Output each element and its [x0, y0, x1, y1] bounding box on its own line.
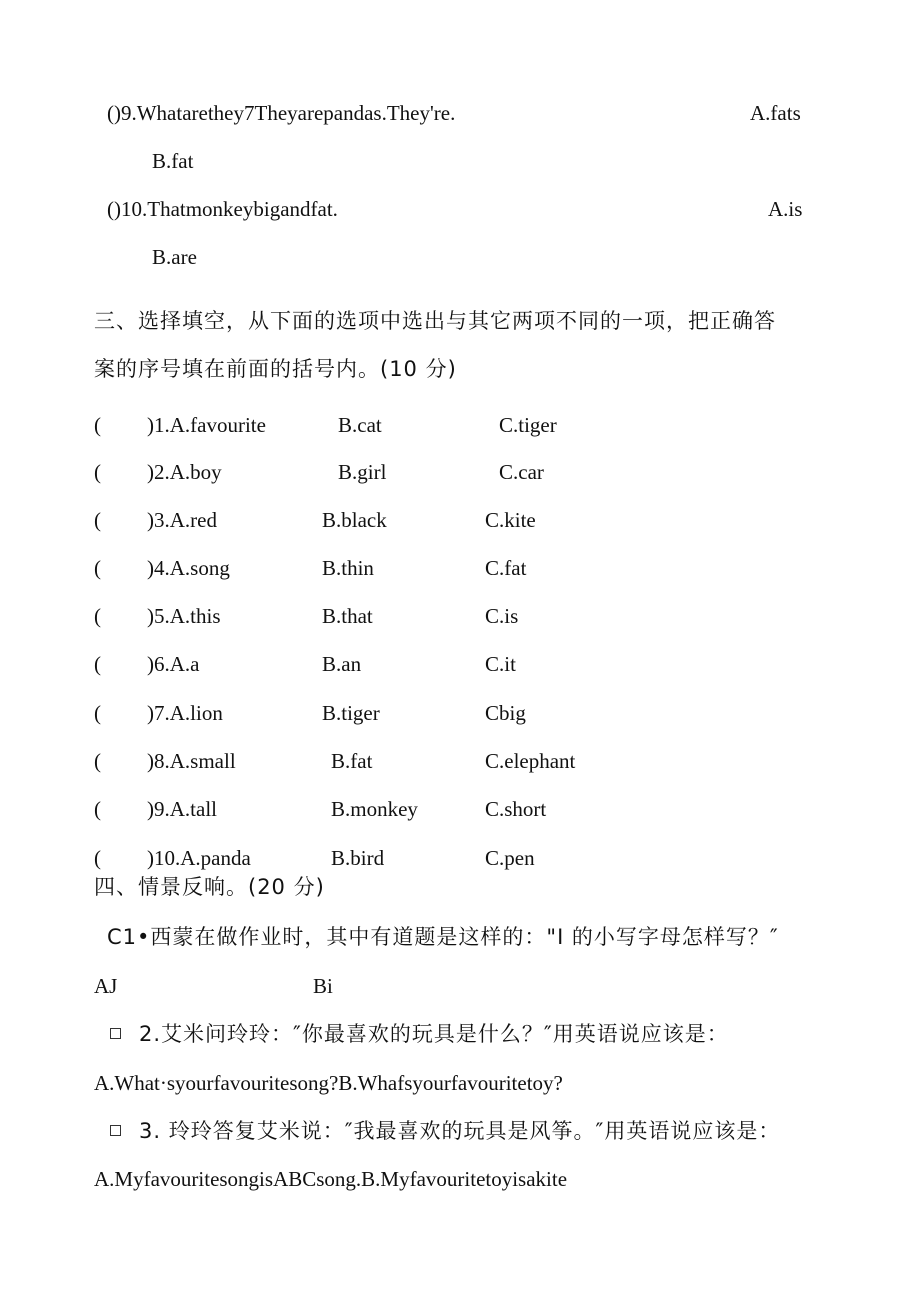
option-c: Cbig [485, 701, 526, 725]
option-c: C.pen [485, 846, 535, 870]
answer-checkbox[interactable] [110, 1125, 121, 1136]
part4-question-1-option-a: AJ [94, 974, 118, 998]
option-b: B.thin [322, 556, 374, 580]
answer-bracket[interactable]: ( [94, 797, 101, 821]
answer-bracket[interactable]: ( [94, 460, 101, 484]
option-b: B.fat [331, 749, 373, 773]
option-a: )10.A.panda [147, 846, 251, 870]
option-c: C.it [485, 652, 516, 676]
part4-heading: 四、情景反响。(20 分) [94, 875, 325, 899]
question-10-option-a: A.is [768, 197, 803, 221]
option-b: B.black [322, 508, 387, 532]
part4-question-3-options: A.MyfavouritesongisABCsong.B.Myfavouritetoyisakite [94, 1167, 568, 1191]
option-c: C.car [499, 460, 544, 484]
option-a: )6.A.a [147, 652, 200, 676]
option-b: B.monkey [331, 797, 418, 821]
option-a: )2.A.boy [147, 460, 222, 484]
question-text: 2.艾米问玲玲：″你最喜欢的玩具是什么？″用英语说应该是： [139, 1022, 729, 1046]
option-b: B.that [322, 604, 373, 628]
option-a: )9.A.tall [147, 797, 217, 821]
option-a: )4.A.song [147, 556, 230, 580]
answer-bracket[interactable]: ( [94, 604, 101, 628]
answer-bracket[interactable]: ( [94, 701, 101, 725]
option-c: C.elephant [485, 749, 576, 773]
answer-bracket[interactable]: ( [94, 413, 101, 437]
question-9-text: ()9.Whatarethey7Theyarepandas.They're. [107, 101, 456, 125]
answer-checkbox[interactable] [110, 1028, 121, 1039]
option-a: )1.A.favourite [147, 413, 266, 437]
option-a: )5.A.this [147, 604, 221, 628]
question-9-option-a: A.fats [750, 101, 801, 125]
option-b: B.bird [331, 846, 385, 870]
option-b: B.an [322, 652, 362, 676]
option-c: C.is [485, 604, 519, 628]
option-b: B.girl [338, 460, 387, 484]
answer-bracket[interactable]: ( [94, 556, 101, 580]
part4-question-3 [110, 1121, 780, 1142]
part4-question-2 [110, 1024, 729, 1045]
part4-question-1-option-b: Bi [313, 974, 333, 998]
question-10-text: ()10.Thatmonkeybigandfat. [107, 197, 338, 221]
part4-question-1: C1•西蒙在做作业时，其中有道题是这样的："I 的小写字母怎样写？″ [107, 925, 779, 949]
option-a: )3.A.red [147, 508, 217, 532]
answer-bracket[interactable]: ( [94, 508, 101, 532]
part3-heading-line2: 案的序号填在前面的括号内。(10 分) [94, 357, 457, 381]
question-10-option-b: B.are [152, 245, 197, 269]
option-b: B.tiger [322, 701, 380, 725]
option-c: C.tiger [499, 413, 557, 437]
option-c: C.fat [485, 556, 527, 580]
option-c: C.short [485, 797, 547, 821]
part4-question-2-options: A.What·syourfavouritesong?B.Whafsyourfavouritetoy? [94, 1071, 563, 1095]
part3-heading-line1: 三、选择填空，从下面的选项中选出与其它两项不同的一项，把正确答 [94, 309, 776, 333]
option-c: C.kite [485, 508, 536, 532]
option-a: )7.A.lion [147, 701, 223, 725]
answer-bracket[interactable]: ( [94, 846, 101, 870]
option-a: )8.A.small [147, 749, 236, 773]
question-9-option-b: B.fat [152, 149, 194, 173]
answer-bracket[interactable]: ( [94, 652, 101, 676]
option-b: B.cat [338, 413, 382, 437]
question-text: 3. 玲玲答复艾米说：″我最喜欢的玩具是风筝。″用英语说应该是： [139, 1119, 781, 1143]
answer-bracket[interactable]: ( [94, 749, 101, 773]
